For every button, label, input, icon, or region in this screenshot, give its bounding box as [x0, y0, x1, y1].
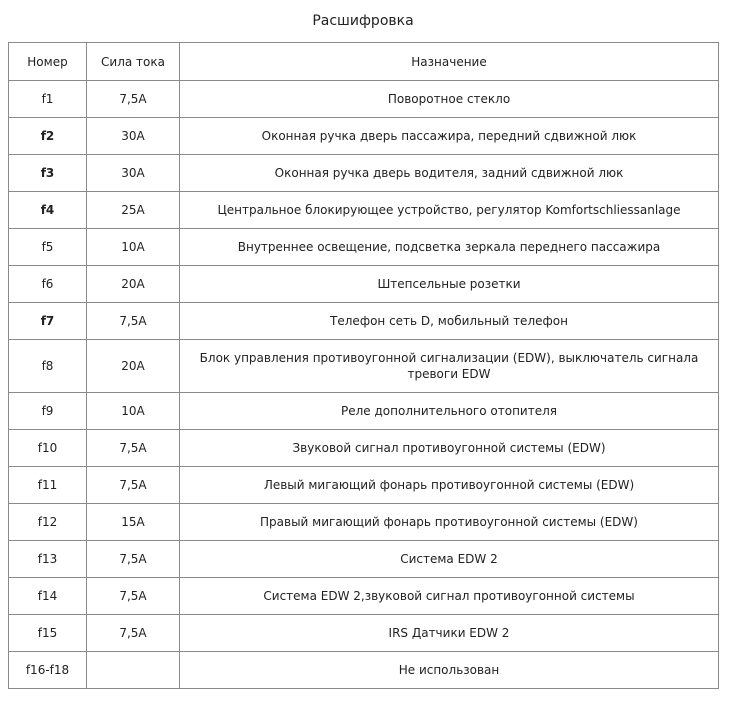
cell-purpose: IRS Датчики EDW 2 — [180, 615, 719, 652]
cell-number: f11 — [9, 467, 87, 504]
cell-current: 7,5A — [87, 81, 180, 118]
cell-purpose: Оконная ручка дверь пассажира, передний сдвижной люк — [180, 118, 719, 155]
table-row — [9, 652, 719, 689]
cell-current: 10A — [87, 393, 180, 430]
header-current: Сила тока — [87, 43, 180, 81]
cell-number: f13 — [9, 541, 87, 578]
cell-current: 7,5A — [87, 303, 180, 340]
table-row — [9, 541, 719, 578]
cell-number: f8 — [9, 340, 87, 393]
cell-purpose: Центральное блокирующее устройство, регулятор Komfortschliessanlage — [180, 192, 719, 229]
table-row — [9, 340, 719, 393]
cell-current: 7,5A — [87, 578, 180, 615]
cell-number: f1 — [9, 81, 87, 118]
cell-current: 20A — [87, 340, 180, 393]
cell-purpose: Оконная ручка дверь водителя, задний сдвижной люк — [180, 155, 719, 192]
table-row — [9, 303, 719, 340]
page-title: Расшифровка — [312, 13, 414, 29]
table-row — [9, 229, 719, 266]
cell-number: f4 — [9, 192, 87, 229]
cell-purpose: Телефон сеть D, мобильный телефон — [180, 303, 719, 340]
cell-number: f10 — [9, 430, 87, 467]
cell-number: f5 — [9, 229, 87, 266]
cell-purpose: Внутреннее освещение, подсветка зеркала переднего пассажира — [180, 229, 719, 266]
cell-purpose: Система EDW 2 — [180, 541, 719, 578]
cell-current: 30A — [87, 155, 180, 192]
cell-current: 7,5A — [87, 430, 180, 467]
table-row — [9, 393, 719, 430]
cell-current: 25A — [87, 192, 180, 229]
fuse-table — [8, 42, 719, 689]
cell-purpose: Звуковой сигнал противоугонной системы (EDW) — [180, 430, 719, 467]
table-row — [9, 578, 719, 615]
cell-current: 30A — [87, 118, 180, 155]
cell-current: 7,5A — [87, 615, 180, 652]
cell-number: f3 — [9, 155, 87, 192]
table-row — [9, 118, 719, 155]
cell-number: f6 — [9, 266, 87, 303]
cell-number: f12 — [9, 504, 87, 541]
header-purpose: Назначение — [180, 43, 719, 81]
cell-purpose: Правый мигающий фонарь противоугонной системы (EDW) — [180, 504, 719, 541]
cell-current: 15A — [87, 504, 180, 541]
cell-purpose: Штепсельные розетки — [180, 266, 719, 303]
cell-purpose: Левый мигающий фонарь противоугонной системы (EDW) — [180, 467, 719, 504]
table-row — [9, 81, 719, 118]
cell-number: f16-f18 — [9, 652, 87, 689]
cell-current: 20A — [87, 266, 180, 303]
table-header-row — [9, 43, 719, 81]
cell-purpose: Поворотное стекло — [180, 81, 719, 118]
table-row — [9, 430, 719, 467]
cell-number: f14 — [9, 578, 87, 615]
table-row — [9, 467, 719, 504]
cell-current — [87, 652, 180, 689]
cell-current: 7,5A — [87, 541, 180, 578]
table-row — [9, 266, 719, 303]
header-number: Номер — [9, 43, 87, 81]
cell-current: 10A — [87, 229, 180, 266]
cell-number: f9 — [9, 393, 87, 430]
cell-number: f15 — [9, 615, 87, 652]
cell-purpose: Реле дополнительного отопителя — [180, 393, 719, 430]
cell-number: f2 — [9, 118, 87, 155]
cell-number: f7 — [9, 303, 87, 340]
cell-purpose: Блок управления противоугонной сигнализации (EDW), выключатель сигнала тревоги EDW — [180, 340, 719, 393]
table-row — [9, 504, 719, 541]
cell-purpose: Не использован — [180, 652, 719, 689]
cell-purpose: Система EDW 2,звуковой сигнал противоугонной системы — [180, 578, 719, 615]
table-row — [9, 615, 719, 652]
cell-current: 7,5A — [87, 467, 180, 504]
table-row — [9, 155, 719, 192]
table-row — [9, 192, 719, 229]
